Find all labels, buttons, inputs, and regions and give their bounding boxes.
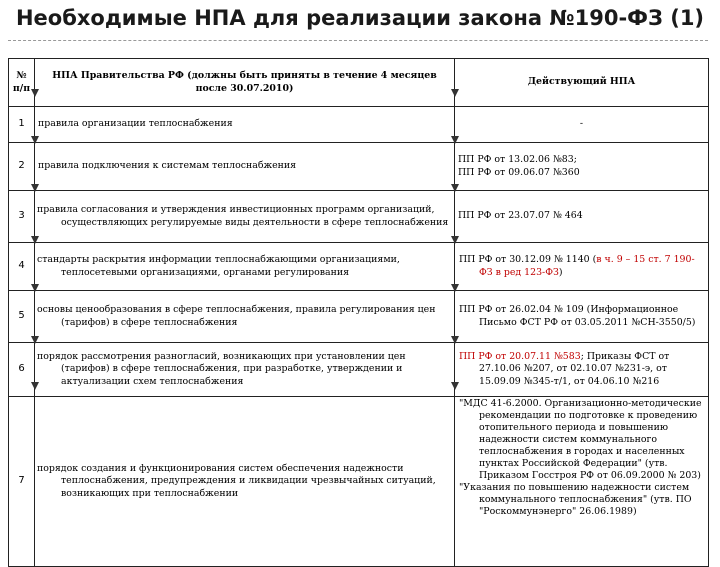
row-current-text: ) bbox=[558, 266, 563, 278]
arrow-down-icon bbox=[451, 89, 459, 97]
row-current-paragraph: "МДС 41-6.2000. Организационно-методические рекомендации по подготовке к проведению отопительного периода и повышению надежности систем коммунального теплоснабжения в городах и населенных пунктах Российской Федерации" (утв. Приказом Госстроя РФ от 06.09.2000 № 203) bbox=[459, 398, 702, 482]
table-row bbox=[9, 291, 709, 343]
arrow-down-icon bbox=[451, 136, 459, 144]
header-npa: НПА Правительства РФ (должны быть приняты в течение 4 месяцев после 30.07.2010) bbox=[35, 59, 455, 107]
header-current: Действующий НПА bbox=[455, 59, 709, 107]
arrow-down-icon bbox=[31, 382, 39, 390]
table-header-row bbox=[9, 59, 709, 107]
row-npa: правила согласования и утверждения инвестиционных программ организаций, осуществляющих регулируемые виды деятельности в сфере теплоснабжения bbox=[35, 191, 455, 243]
npa-table bbox=[8, 58, 709, 567]
arrow-down-icon bbox=[451, 184, 459, 192]
row-number: 5 bbox=[9, 291, 35, 343]
row-current bbox=[455, 397, 709, 567]
row-current-line: ПП РФ от 13.02.06 №83; bbox=[458, 154, 577, 166]
row-current-link[interactable]: ПП РФ от 20.07.11 №583 bbox=[459, 351, 581, 363]
row-current: ПП РФ от 26.02.04 № 109 (Информационное Письмо ФСТ РФ от 03.05.2011 №СН-3550/5) bbox=[455, 291, 709, 343]
row-number: 7 bbox=[9, 397, 35, 567]
row-current-text: ; Приказы ФСТ от 27.10.06 №207, от 02.10.07 №231-э, от 15.09.09 №345-т/1, от 04.06.10 №216 bbox=[479, 351, 670, 387]
row-current-link[interactable]: в ч. 9 – 15 ст. 7 190-ФЗ в ред 123-ФЗ bbox=[479, 254, 695, 278]
table-row bbox=[9, 143, 709, 191]
arrow-down-icon bbox=[31, 184, 39, 192]
row-current bbox=[455, 243, 709, 291]
row-current: - bbox=[455, 107, 709, 143]
row-npa: правила подключения к системам теплоснабжения bbox=[35, 143, 455, 191]
arrow-down-icon bbox=[31, 89, 39, 97]
table-row bbox=[9, 243, 709, 291]
row-number: 3 bbox=[9, 191, 35, 243]
row-npa: основы ценообразования в сфере теплоснабжения, правила регулирования цен (тарифов) в сфере теплоснабжения bbox=[35, 291, 455, 343]
header-num: № п/п bbox=[9, 59, 35, 107]
table-row bbox=[9, 397, 709, 567]
table-row bbox=[9, 343, 709, 397]
row-current bbox=[455, 143, 709, 191]
table-row bbox=[9, 191, 709, 243]
row-npa: порядок рассмотрения разногласий, возникающих при установлении цен (тарифов) в сфере теплоснабжения, при разработке, утверждении и актуализации схем теплоснабжения bbox=[35, 343, 455, 397]
row-number: 4 bbox=[9, 243, 35, 291]
title-divider bbox=[8, 40, 708, 41]
row-current bbox=[455, 343, 709, 397]
row-current-paragraph: "Указания по повышению надежности систем коммунального теплоснабжения" (утв. ПО "Роскоммунэнерго" 26.06.1989) bbox=[459, 482, 692, 518]
arrow-down-icon bbox=[451, 236, 459, 244]
arrow-down-icon bbox=[451, 382, 459, 390]
arrow-down-icon bbox=[31, 284, 39, 292]
arrow-down-icon bbox=[31, 336, 39, 344]
row-current-text: ПП РФ от 30.12.09 № 1140 ( bbox=[459, 254, 597, 266]
page-title: Необходимые НПА для реализации закона №190-ФЗ (1) bbox=[15, 6, 705, 30]
arrow-down-icon bbox=[31, 236, 39, 244]
row-current-line: ПП РФ от 09.06.07 №360 bbox=[458, 166, 580, 178]
row-number: 2 bbox=[9, 143, 35, 191]
arrow-down-icon bbox=[31, 136, 39, 144]
row-npa: порядок создания и функционирования систем обеспечения надежности теплоснабжения, предупреждения и ликвидации чрезвычайных ситуаций, возникающих при теплоснабжении bbox=[35, 397, 455, 567]
row-number: 1 bbox=[9, 107, 35, 143]
row-npa: правила организации теплоснабжения bbox=[35, 107, 455, 143]
row-current: ПП РФ от 23.07.07 № 464 bbox=[455, 191, 709, 243]
row-npa: стандарты раскрытия информации теплоснабжающими организациями, теплосетевыми организациями, органами регулирования bbox=[35, 243, 455, 291]
table-row bbox=[9, 107, 709, 143]
row-number: 6 bbox=[9, 343, 35, 397]
arrow-down-icon bbox=[451, 336, 459, 344]
arrow-down-icon bbox=[451, 284, 459, 292]
